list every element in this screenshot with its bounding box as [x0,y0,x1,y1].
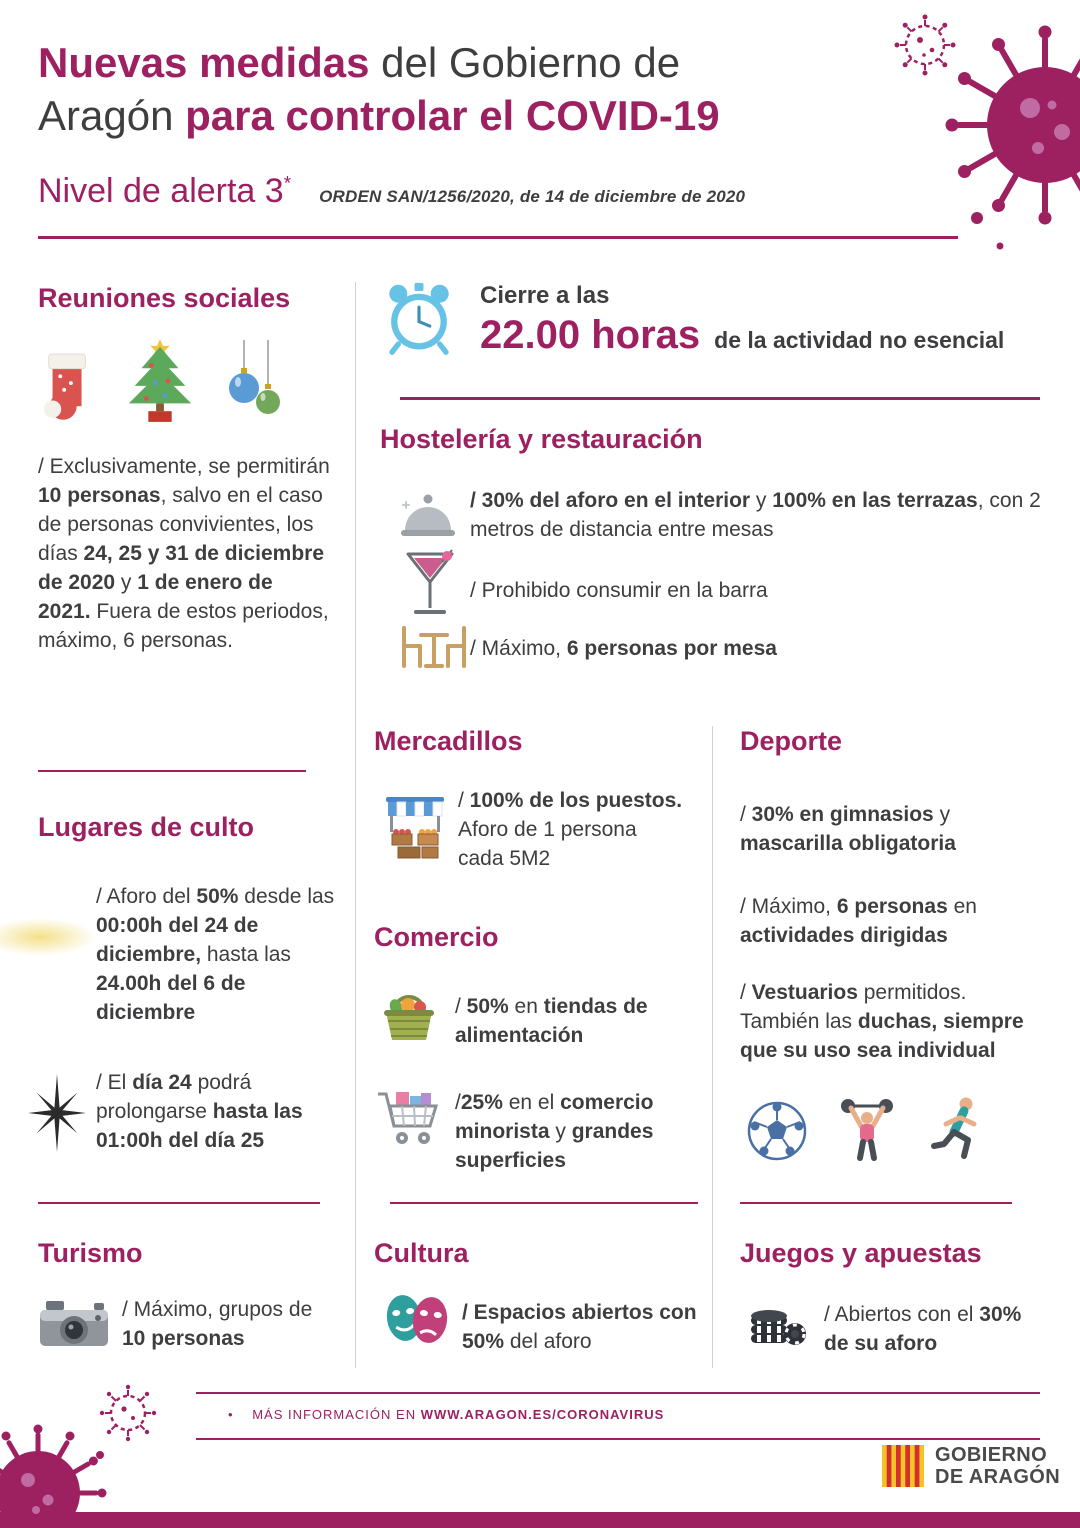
section-title-turismo: Turismo [38,1238,143,1268]
hosteleria-item-2: / Prohibido consumir en la barra [470,579,768,602]
culto-item-1: / Aforo del 50% desde las 00:00h del 24 de diciembre, hasta las 24.00h del 6 de diciembre [96,885,335,1024]
sports-icons-row [746,1094,988,1162]
more-info-line [228,1407,664,1422]
shopping-cart-icon [376,1086,442,1152]
closure-notice [480,282,1004,358]
virus-cluster-top-right-icon [880,0,1080,270]
christmas-stocking-icon [40,346,96,424]
alert-asterisk: * [283,173,292,195]
section-title-culto: Lugares de culto [38,812,255,842]
reuniones-divider [38,770,306,772]
bottom-row-rule-right [740,1202,1012,1204]
table-chairs-icon [394,622,474,677]
bottom-row-rule-left [38,1202,320,1204]
casino-chips-icon [745,1294,807,1352]
hosteleria-item-1: / 30% del aforo en el interior y 100% en las terrazas, con 2 metros de distancia entre mesas [470,489,1041,541]
gobierno-aragon-text [935,1444,1060,1488]
cultura-item: / Espacios abiertos con 50% del aforo [462,1301,697,1353]
grocery-basket-icon [378,984,440,1046]
camera-icon [38,1294,110,1350]
star-sparkle-icon [28,1074,86,1152]
closure-intro: Cierre a las [480,282,610,309]
section-title-comercio: Comercio [374,922,499,952]
bottom-row-rule-middle [390,1202,698,1204]
virus-cluster-bottom-left-icon [0,1375,190,1528]
comercio-item-2: /25% en el comercio minorista y grandes superficies [455,1091,654,1172]
soccer-ball-icon [746,1100,808,1162]
candle-glow-icon [0,918,96,956]
theater-masks-icon [380,1288,454,1350]
footer-rule-top [196,1392,1040,1394]
hosteleria-item-3: / Máximo, 6 personas por mesa [470,637,777,660]
runner-icon [926,1094,988,1162]
mercadillos-item: / 100% de los puestos. Aforo de 1 persona cada 5M2 [458,789,683,870]
page-title-line2: Aragón para controlar el COVID-19 [38,92,720,139]
gobierno-aragon-logo [882,1444,1060,1488]
cocktail-glass-icon [402,548,458,620]
page-title [38,36,720,142]
reuniones-body: / Exclusivamente, se permitirán 10 personas, salvo en el caso de personas convivientes, los días 24, 25 y 31 de diciembre de 2020 y 1 de enero de 2021. Fuera de estos periodos, máximo, 6 personas. [38,455,330,652]
section-title-mercadillos: Mercadillos [374,726,523,756]
vertical-divider-left [355,282,356,1368]
christmas-tree-icon [122,336,198,424]
alert-row [38,172,745,211]
closure-rule [400,397,1040,400]
closure-suffix: de la actividad no esencial [714,327,1005,353]
turismo-item: / Máximo, grupos de 10 personas [122,1298,313,1350]
section-title-hosteleria: Hostelería y restauración [380,424,703,454]
info-url-link[interactable]: WWW.ARAGON.ES/CORONAVIRUS [420,1407,665,1422]
section-title-deporte: Deporte [740,726,843,756]
market-stall-icon [384,790,446,862]
page-title-line1: Nuevas medidas del Gobierno de [38,39,681,86]
gov-line-2: DE ARAGÓN [935,1466,1061,1488]
bullet: • [228,1407,234,1422]
christmas-icons-row [40,336,286,424]
deporte-item-3: / Vestuarios permitidos. También las duchas, siempre que su uso sea individual [740,981,1024,1062]
juegos-item: / Abiertos con el 30% de su aforo [824,1303,1022,1355]
footer-rule-bottom [196,1438,1040,1440]
aragon-flag-icon [882,1445,924,1487]
order-reference: ORDEN SAN/1256/2020, de 14 de diciembre de 2020 [319,187,746,206]
christmas-baubles-icon [224,340,286,424]
section-title-cultura: Cultura [374,1238,469,1268]
more-info-prefix: MÁS INFORMACIÓN EN [252,1407,421,1422]
deporte-item-2: / Máximo, 6 personas en actividades dirigidas [740,895,977,947]
deporte-item-1: / 30% en gimnasios y mascarilla obligatoria [740,803,956,855]
section-title-reuniones: Reuniones sociales [38,283,291,313]
vertical-divider-right [712,726,713,1368]
header-rule [38,236,958,239]
serving-cloche-icon [398,490,458,545]
gov-line-1: GOBIERNO [935,1444,1048,1466]
section-title-juegos: Juegos y apuestas [740,1238,982,1268]
alert-level: Nivel de alerta 3* [38,172,292,210]
closure-time: 22.00 horas [480,313,701,357]
culto-item-2: / El día 24 podrá prolongarse hasta las 01:00h del día 25 [96,1071,303,1152]
weightlifter-icon [836,1094,898,1162]
alarm-clock-icon [383,280,455,356]
comercio-item-1: / 50% en tiendas de alimentación [455,995,648,1047]
